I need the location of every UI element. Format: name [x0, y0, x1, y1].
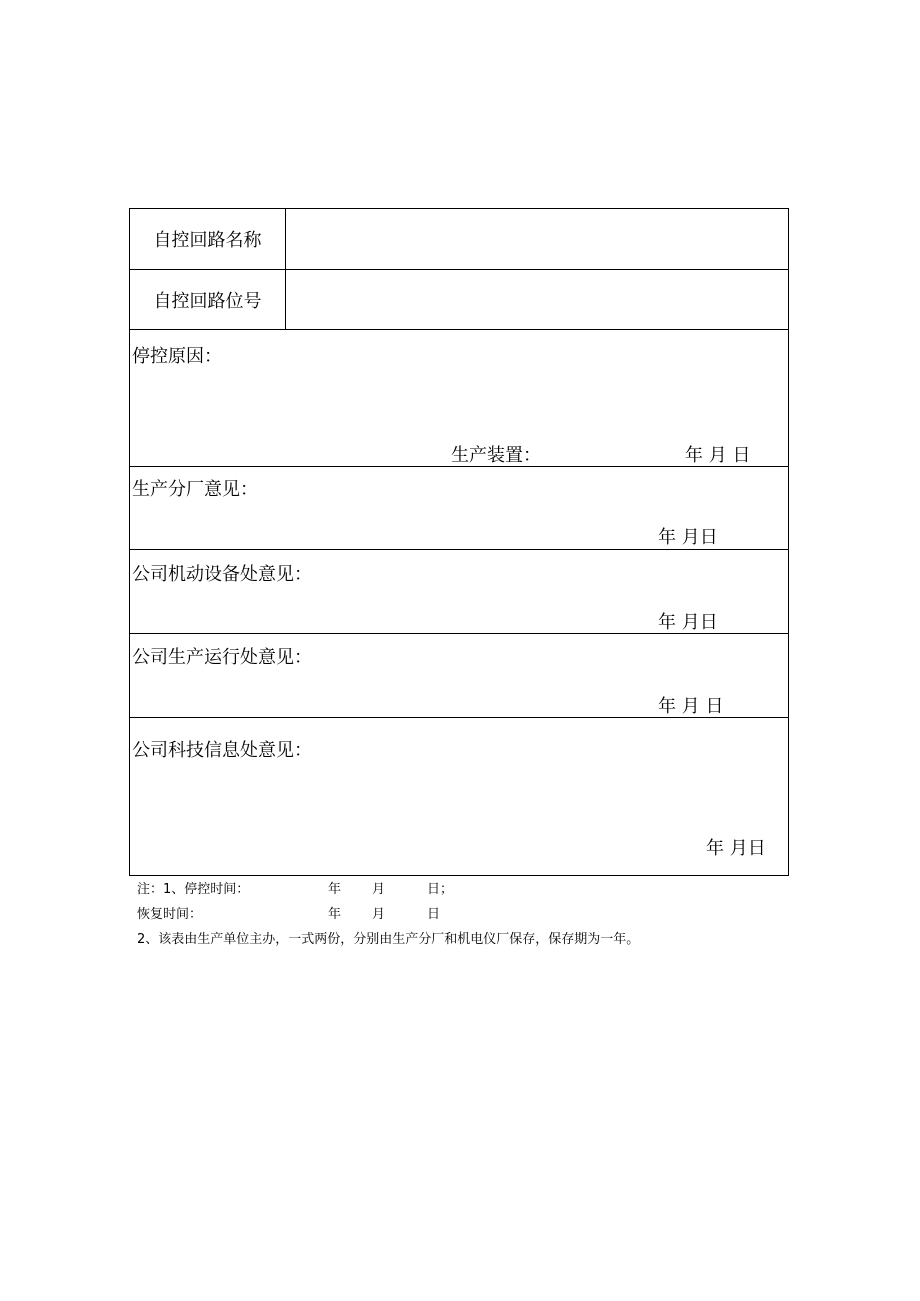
- note-retention-policy: 2、该表由生产单位主办，一式两份，分别由生产分厂和机电仪厂保存，保存期为一年。: [137, 932, 640, 947]
- operation-opinion-section[interactable]: [130, 634, 788, 718]
- loop-name-row: [130, 209, 788, 270]
- equipment-opinion-section[interactable]: [130, 550, 788, 634]
- loop-name-label: 自控回路名称: [130, 209, 286, 269]
- note-stop-month: 月: [372, 882, 386, 897]
- branch-opinion-section[interactable]: [130, 467, 788, 550]
- note-resume-year: 年: [328, 907, 342, 922]
- branch-opinion-label: 生产分厂意见：: [132, 479, 258, 500]
- stop-reason-label: 停控原因：: [132, 346, 222, 367]
- form-notes: [137, 878, 777, 948]
- note-resume-month: 月: [372, 907, 386, 922]
- tech-opinion-section[interactable]: [130, 718, 788, 875]
- tech-opinion-label: 公司科技信息处意见：: [132, 740, 312, 761]
- note-stop-day: 日；: [427, 882, 454, 897]
- loop-tag-label: 自控回路位号: [130, 270, 286, 329]
- production-unit-label: 生产装置：: [451, 445, 541, 466]
- branch-opinion-date: 年 月日: [658, 527, 718, 548]
- stop-reason-section[interactable]: [130, 330, 788, 467]
- loop-stop-approval-form: [129, 208, 789, 876]
- note-stop-year: 年: [328, 882, 342, 897]
- tech-opinion-date: 年 月日: [706, 838, 766, 859]
- loop-name-field[interactable]: [286, 209, 788, 269]
- operation-opinion-date: 年 月 日: [658, 696, 724, 717]
- equipment-opinion-date: 年 月日: [658, 612, 718, 633]
- operation-opinion-label: 公司生产运行处意见：: [132, 647, 312, 668]
- loop-tag-row: [130, 270, 788, 330]
- equipment-opinion-label: 公司机动设备处意见：: [132, 564, 312, 585]
- loop-tag-field[interactable]: [286, 270, 788, 329]
- note-resume-time-label: 恢复时间：: [137, 907, 203, 922]
- note-resume-day: 日: [427, 907, 441, 922]
- note-stop-time-label: 注：1、停控时间：: [137, 882, 250, 897]
- stop-reason-date: 年 月 日: [685, 445, 751, 466]
